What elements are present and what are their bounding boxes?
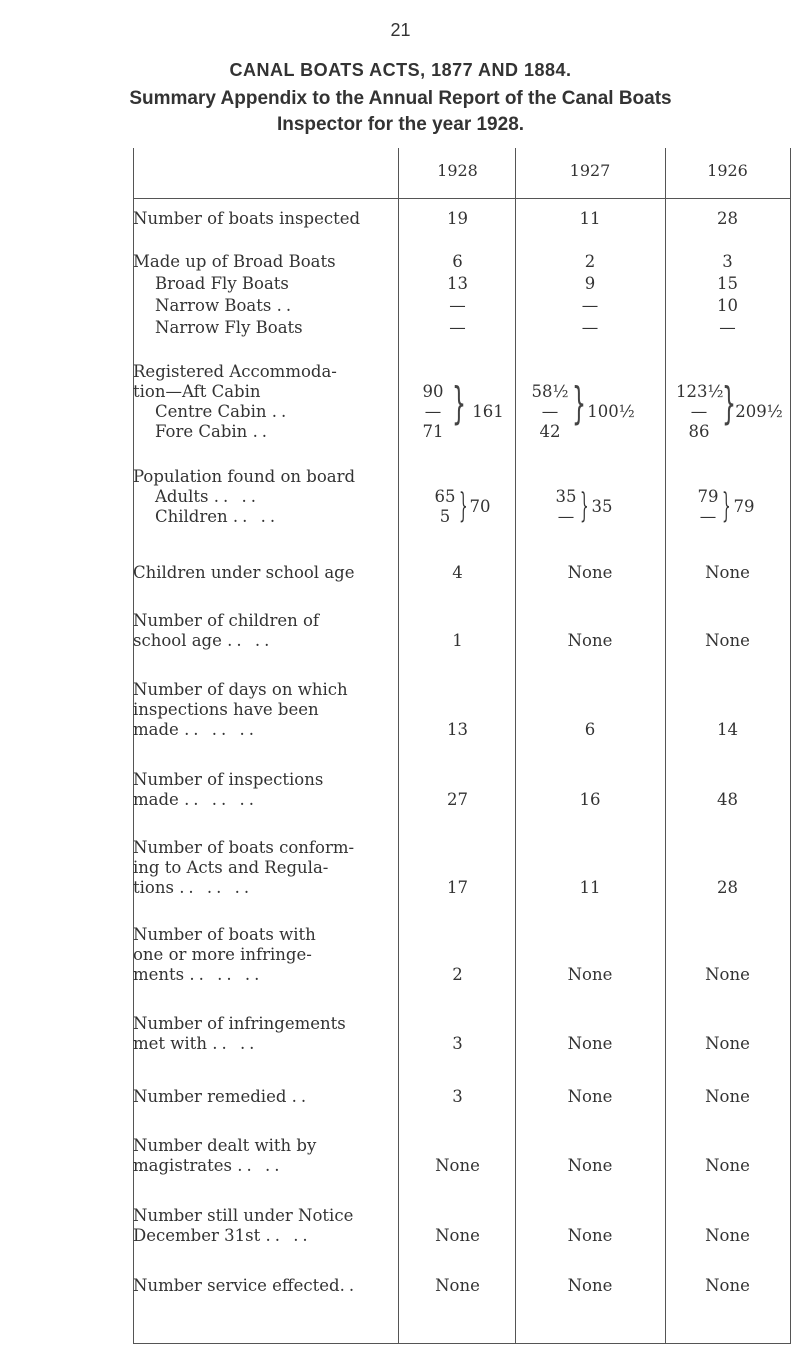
document-subtitle-line1: Summary Appendix to the Annual Report of the Canal Boats [129, 88, 672, 109]
row-label-school-age: Number of children of school age .. .. [133, 611, 320, 650]
cell-conforming-1928: 17 [447, 878, 468, 897]
cell-children-1927: — [557, 507, 575, 526]
accommodation-brace-1928: } [452, 378, 466, 429]
cell-under-notice-1926: None [705, 1226, 750, 1245]
cell-remedied-1928: 3 [452, 1087, 463, 1106]
cell-magistrates-1927: None [567, 1156, 613, 1175]
cell-broad-fly-1926: 15 [717, 274, 738, 293]
row-label-inspections-made: Number of inspections made .. .. .. [133, 770, 324, 809]
document-title: CANAL BOATS ACTS, 1877 AND 1884. [229, 60, 572, 80]
row-label-under-notice: Number still under Notice December 31st .. .. [133, 1206, 354, 1245]
cell-adults-1927: 35 [555, 487, 577, 506]
cell-boats-inspected-1928: 19 [447, 209, 468, 228]
accommodation-brace-1926: } [722, 378, 736, 429]
cell-children-1926: — [699, 507, 717, 526]
cell-school-age-1928: 1 [452, 631, 463, 650]
cell-remedied-1926: None [705, 1087, 750, 1106]
column-heading-1926: 1926 [707, 161, 748, 180]
cell-broad-boats-1926: 3 [722, 252, 733, 271]
cell-magistrates-1928: None [435, 1156, 480, 1175]
cell-broad-fly-1927: 9 [584, 274, 596, 293]
cell-fore-cabin-1928: 71 [422, 422, 444, 441]
cell-infringements-met-1927: None [567, 1034, 613, 1053]
cell-boats-inspected-1926: 28 [717, 209, 738, 228]
cell-service-effected-1928: None [435, 1276, 480, 1295]
cell-accommodation-total-1926: 209½ [735, 402, 783, 421]
cell-fore-cabin-1926: 86 [688, 422, 710, 441]
row-label-service-effected: Number service effected.. [133, 1276, 359, 1295]
row-label-narrow-boats: Narrow Boats .. [155, 296, 296, 315]
cell-narrow-boats-1926: 10 [717, 296, 738, 315]
cell-centre-cabin-1928: — [424, 402, 442, 421]
column-heading-1927: 1927 [569, 161, 611, 180]
population-brace-1926: } [722, 486, 731, 526]
document-subtitle-line2: Inspector for the year 1928. [276, 114, 525, 135]
row-label-under-school-age: Children under school age [133, 563, 355, 582]
cell-population-total-1926: 79 [733, 497, 755, 516]
cell-aft-cabin-1928: 90 [422, 382, 444, 401]
cell-school-age-1927: None [567, 631, 613, 650]
cell-remedied-1927: None [567, 1087, 613, 1106]
row-label-infringements-met: Number of infringements met with .. .. [133, 1014, 346, 1053]
cell-inspection-days-1926: 14 [717, 720, 738, 739]
row-label-magistrates: Number dealt with by magistrates .. .. [133, 1136, 317, 1175]
cell-narrow-fly-1928: — [449, 318, 466, 337]
cell-accommodation-total-1928: 161 [472, 402, 504, 421]
column-heading-1928: 1928 [437, 161, 478, 180]
cell-conforming-1927: 11 [579, 878, 601, 897]
cell-aft-cabin-1927: 58½ [531, 382, 569, 401]
row-label-broad-boats: Made up of Broad Boats [133, 252, 336, 271]
cell-aft-cabin-1926: 123½ [676, 382, 724, 401]
cell-centre-cabin-1926: — [690, 402, 708, 421]
row-label-with-infringements: Number of boats with one or more infringe- ments .. .. .. [133, 925, 316, 984]
table-bottom-rule [133, 1343, 791, 1344]
accommodation-brace-1927: } [572, 378, 586, 429]
page-number: 21 [390, 20, 411, 40]
table-right-border [790, 148, 791, 1343]
cell-under-school-age-1928: 4 [452, 563, 463, 582]
row-label-population: Population found on board Adults .. .. Children .. .. [133, 467, 356, 526]
cell-infringements-met-1928: 3 [452, 1034, 463, 1053]
row-label-accommodation: Registered Accommoda- tion—Aft Cabin Centre Cabin .. Fore Cabin .. [133, 362, 337, 441]
cell-service-effected-1927: None [567, 1276, 613, 1295]
row-label-broad-fly: Broad Fly Boats [155, 274, 289, 293]
cell-conforming-1926: 28 [717, 878, 738, 897]
cell-with-infringements-1926: None [705, 965, 750, 984]
cell-inspection-days-1927: 6 [584, 720, 596, 739]
cell-broad-fly-1928: 13 [447, 274, 468, 293]
row-label-narrow-fly: Narrow Fly Boats [155, 318, 303, 337]
cell-inspections-made-1926: 48 [717, 790, 738, 809]
row-label-boats-inspected: Number of boats inspected [133, 209, 361, 228]
cell-school-age-1926: None [705, 631, 750, 650]
header-rule [133, 198, 791, 199]
cell-broad-boats-1927: 2 [584, 252, 596, 271]
cell-children-1928: 5 [439, 507, 451, 526]
cell-service-effected-1926: None [705, 1276, 750, 1295]
cell-inspections-made-1928: 27 [447, 790, 468, 809]
cell-adults-1926: 79 [697, 487, 719, 506]
cell-population-total-1927: 35 [591, 497, 613, 516]
population-brace-1927: } [580, 486, 589, 526]
population-brace-1928: } [459, 486, 468, 526]
cell-fore-cabin-1927: 42 [539, 422, 561, 441]
cell-centre-cabin-1927: — [541, 402, 559, 421]
cell-narrow-boats-1927: — [581, 296, 599, 315]
row-label-inspection-days: Number of days on which inspections have been made .. .. .. [133, 680, 348, 739]
cell-under-notice-1927: None [567, 1226, 613, 1245]
cell-narrow-fly-1927: — [581, 318, 599, 337]
cell-with-infringements-1928: 2 [452, 965, 463, 984]
cell-under-notice-1928: None [435, 1226, 480, 1245]
column-divider-label [398, 148, 399, 1343]
cell-inspection-days-1928: 13 [447, 720, 468, 739]
cell-adults-1928: 65 [434, 487, 456, 506]
row-label-remedied: Number remedied .. [133, 1087, 311, 1106]
cell-infringements-met-1926: None [705, 1034, 750, 1053]
cell-broad-boats-1928: 6 [452, 252, 463, 271]
cell-inspections-made-1927: 16 [579, 790, 601, 809]
cell-boats-inspected-1927: 11 [579, 209, 601, 228]
cell-population-total-1928: 70 [469, 497, 491, 516]
cell-narrow-boats-1928: — [449, 296, 466, 315]
cell-under-school-age-1927: None [567, 563, 613, 582]
cell-narrow-fly-1926: — [719, 318, 736, 337]
cell-accommodation-total-1927: 100½ [587, 402, 635, 421]
cell-with-infringements-1927: None [567, 965, 613, 984]
row-label-conforming: Number of boats conform- ing to Acts and Regula- tions .. .. .. [133, 838, 355, 897]
cell-under-school-age-1926: None [705, 563, 750, 582]
cell-magistrates-1926: None [705, 1156, 750, 1175]
